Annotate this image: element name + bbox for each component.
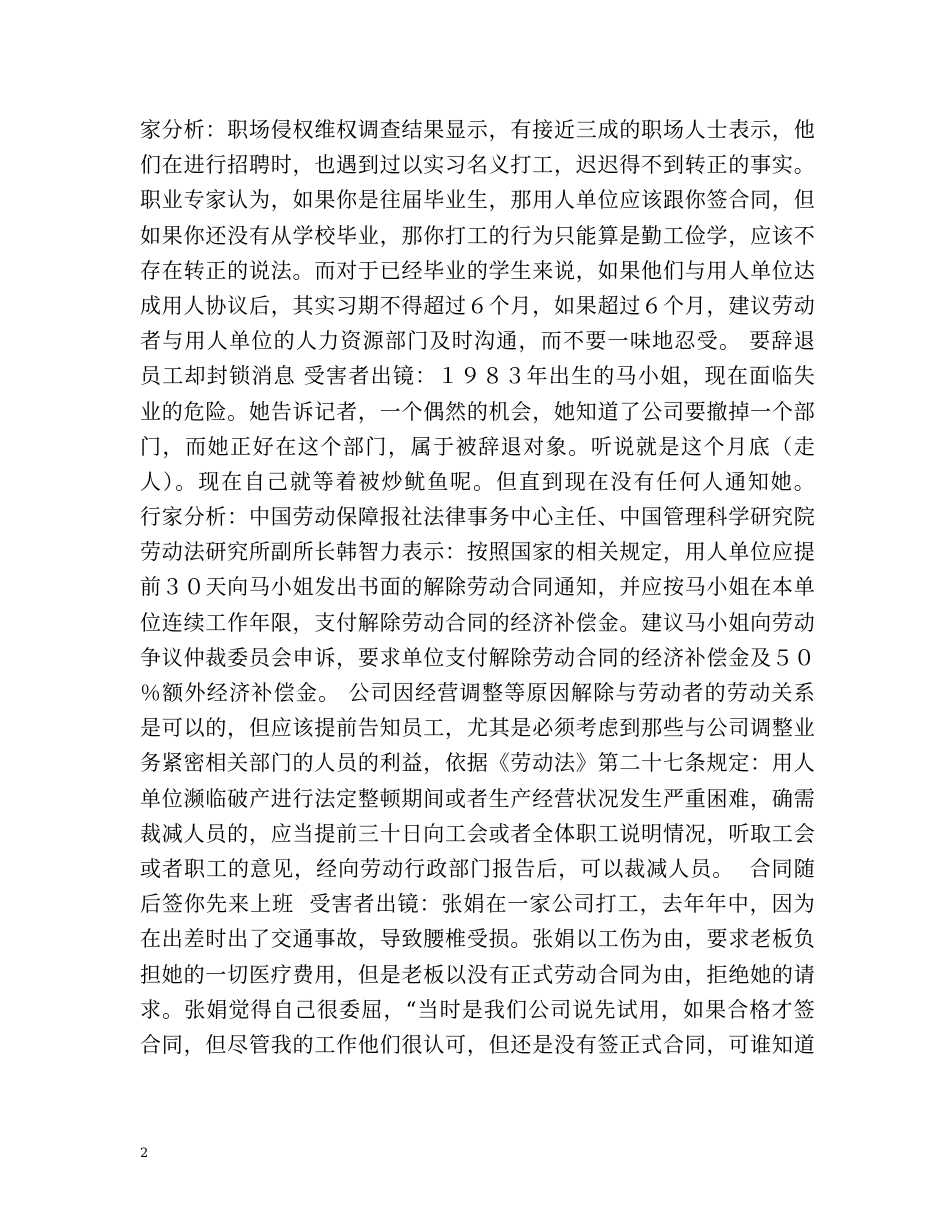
text-line: 劳动法研究所副所长韩智力表示：按照国家的相关规定，用人单位应提	[140, 540, 815, 565]
text-line: 后签你先来上班 受害者出镜：张娟在一家公司打工，去年年中，因为	[140, 892, 815, 917]
text-line: 员工却封锁消息 受害者出镜：１９８３年出生的马小姐，现在面临失	[140, 364, 815, 389]
text-line: 求。张娟觉得自己很委屈，“当时是我们公司说先试用，如果合格才签	[140, 997, 815, 1022]
text-line: 争议仲裁委员会申诉，要求单位支付解除劳动合同的经济补偿金及５０	[140, 645, 815, 670]
text-line: ％额外经济补偿金。 公司因经营调整等原因解除与劳动者的劳动关系	[140, 681, 815, 705]
text-line: 或者职工的意见，经向劳动行政部门报告后，可以裁减人员。 合同随	[140, 856, 815, 881]
text-line: 们在进行招聘时，也遇到过以实习名义打工，迟迟得不到转正的事实。	[140, 153, 815, 178]
text-line: 裁减人员的，应当提前三十日向工会或者全体职工说明情况，听取工会	[140, 821, 815, 846]
text-line: 业的危险。她告诉记者，一个偶然的机会，她知道了公司要撤掉一个部	[140, 399, 815, 424]
text-line: 存在转正的说法。而对于已经毕业的学生来说，如果他们与用人单位达	[140, 258, 815, 283]
text-line: 合同，但尽管我的工作他们很认可，但还是没有签正式合同，可谁知道	[140, 1032, 815, 1057]
text-line: 如果你还没有从学校毕业，那你打工的行为只能算是勤工俭学，应该不	[140, 223, 815, 248]
text-line: 家分析：职场侵权维权调查结果显示，有接近三成的职场人士表示，他	[140, 118, 815, 142]
text-line: 者与用人单位的人力资源部门及时沟通，而不要一味地忍受。 要辞退	[140, 329, 815, 354]
text-line: 人）。现在自己就等着被炒鱿鱼呢。但直到现在没有任何人通知她。	[140, 469, 815, 494]
text-line: 前３０天向马小姐发出书面的解除劳动合同通知，并应按马小姐在本单	[140, 575, 815, 600]
text-line: 担她的一切医疗费用，但是老板以没有正式劳动合同为由，拒绝她的请	[140, 962, 815, 987]
text-line: 职业专家认为，如果你是往届毕业生，那用人单位应该跟你签合同，但	[140, 188, 815, 213]
text-line: 位连续工作年限，支付解除劳动合同的经济补偿金。建议马小姐向劳动	[140, 610, 815, 635]
text-line: 门，而她正好在这个部门，属于被辞退对象。听说就是这个月底（走	[140, 434, 815, 459]
text-line: 行家分析：中国劳动保障报社法律事务中心主任、中国管理科学研究院	[140, 505, 815, 530]
body-text	[140, 113, 815, 1063]
text-line: 单位濒临破产进行法定整顿期间或者生产经营状况发生严重困难，确需	[140, 786, 815, 811]
text-line: 成用人协议后，其实习期不得超过６个月，如果超过６个月，建议劳动	[140, 293, 815, 318]
page-number: 2	[140, 1146, 149, 1161]
text-line: 是可以的，但应该提前告知员工，尤其是必须考虑到那些与公司调整业	[140, 716, 815, 741]
text-line: 务紧密相关部门的人员的利益，依据《劳动法》第二十七条规定：用人	[140, 751, 815, 776]
text-line: 在出差时出了交通事故，导致腰椎受损。张娟以工伤为由，要求老板负	[140, 927, 815, 952]
